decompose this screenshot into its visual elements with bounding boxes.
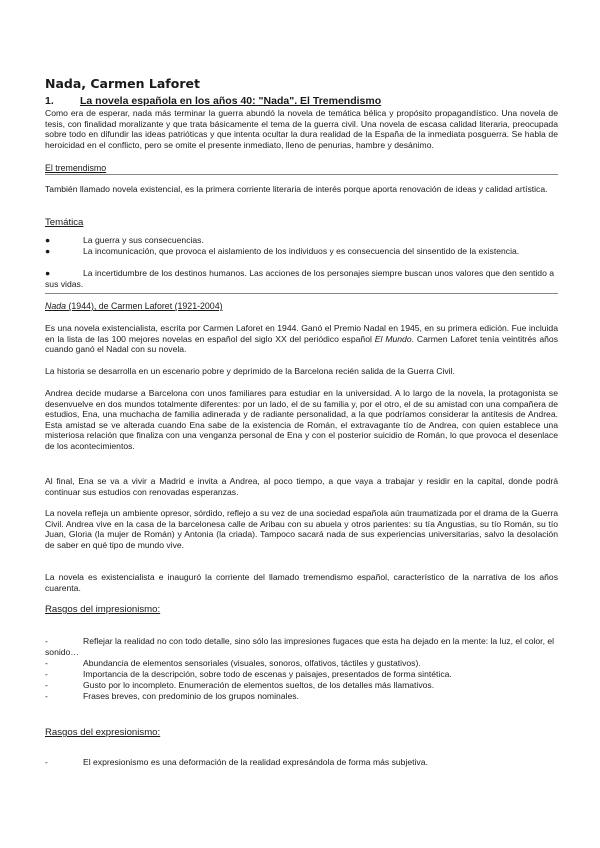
- list-item-text: La guerra y sus consecuencias.: [83, 235, 204, 245]
- bullet-marker: ●: [45, 235, 51, 245]
- nada-p1-text-end: . Carmen Laforet tenía veintitrés años cuando ganó el Nadal con su novela.: [45, 333, 558, 355]
- nada-paragraph-3: Andrea decide mudarse a Barcelona con unos familiares para estudiar en la universidad. A lo largo de la novela, la protagonista se desenvuelve en dos mundos totalmente diferentes: por un lado, el de su familia y, por el otro, el de su amistad con una compañera de estudios, Ena, una muchacha de familia adinerada y de radiante personalidad, a la que podríamos considerar la antítesis de Andrea. Esta amistad se ve alterada cuando Ena sabe de la existencia de Román, el extravagante tío de Andrea, con quien establece una misteriosa relación que finaliza con una venganza personal de Ena y con el posterior suicidio de Román, lo que provoca el desenlace de los acontecimientos.: [45, 388, 558, 451]
- tematica-heading: Temática: [45, 217, 84, 228]
- tremendismo-paragraph: También llamado novela existencial, es la primera corriente literaria de interés porque aporta renovación de ideas y calidad artística.: [45, 184, 548, 194]
- list-item-text: Reflejar la realidad no con todo detalle, sino sólo las impresiones fugaces que esta ha dejado en la mente: la luz, el color, el sonido…: [45, 636, 555, 657]
- nada-paragraph-5: La novela refleja un ambiente opresor, sórdido, reflejo a su vez de una sociedad española aún traumatizada por el drama de la Guerra Civil. Andrea vive en la casa de la barcelonesa calle de Aribau con su abuela y otros parientes: su tía Angustias, su tío Román, su tío Juan, Gloria (la mujer de Román) y Antonia (la criada). Tampoco sacará nada de sus experiencias universitarias, salvo la desolación de saber en qué tipo de mundo vive.: [45, 508, 558, 550]
- nada-heading: [45, 301, 223, 311]
- section-heading-text: La novela española en los años 40: "Nada". El Tremendismo: [80, 95, 382, 107]
- list-item: [45, 246, 558, 257]
- list-item: [45, 669, 558, 680]
- list-item: [45, 268, 558, 289]
- dash-marker: -: [45, 691, 48, 701]
- tremendismo-heading: El tremendismo: [45, 163, 107, 173]
- nada-paragraph-6: La novela es existencialista e inauguró la corriente del llamado tremendismo español, característico de la narrativa de los años cuarenta.: [45, 572, 558, 593]
- list-item-text: El expresionismo es una deformación de la realidad expresándola de forma más subjetiva.: [83, 757, 428, 767]
- list-item-text: Importancia de la descripción, sobre todo de escenas y paisajes, presentados de forma sintética.: [83, 669, 452, 679]
- list-item: [45, 757, 558, 768]
- dash-marker: -: [45, 757, 48, 767]
- list-item: [45, 235, 558, 246]
- nada-paragraph-2: La historia se desarrolla en un escenario pobre y deprimido de la Barcelona recién salida de la Guerra Civil.: [45, 366, 455, 376]
- list-item: [45, 680, 558, 691]
- divider: [45, 174, 558, 175]
- nada-p1-text: Es una novela existencialista, escrita por Carmen Laforet en 1944. Ganó el Premio Nadal en 1945, en su primera edición. Fue incluida en la lista de las 100 mejores novelas en español del siglo XX del periódico español: [45, 323, 558, 344]
- list-item-text: Abundancia de elementos sensoriales (visuales, sonoros, olfativos, táctiles y gustativos).: [83, 658, 421, 668]
- list-item: [45, 691, 558, 702]
- dash-marker: -: [45, 658, 48, 668]
- list-item-text: Frases breves, con predominio de los grupos nominales.: [83, 691, 299, 701]
- bullet-marker: ●: [45, 246, 51, 256]
- expresionismo-heading: Rasgos del expresionismo:: [45, 727, 161, 738]
- list-item-text: La incomunicación, que provoca el aislamiento de los individuos y es consecuencia del sinsentido de la existencia.: [83, 246, 520, 256]
- bullet-marker: ●: [45, 268, 51, 278]
- dash-marker: -: [45, 636, 48, 646]
- section-1-heading: [45, 95, 381, 107]
- list-item-text: La incertidumbre de los destinos humanos. Las acciones de los personajes siempre buscan unos valores que den sentido a sus vidas.: [45, 268, 555, 289]
- impresionismo-heading: Rasgos del impresionismo:: [45, 604, 161, 615]
- list-item: [45, 658, 558, 669]
- section-number: 1.: [45, 95, 54, 107]
- nada-heading-title: Nada: [45, 301, 67, 311]
- dash-marker: -: [45, 680, 48, 690]
- newspaper-title: El Mundo: [374, 333, 412, 344]
- nada-paragraph-4: Al final, Ena se va a vivir a Madrid e invita a Andrea, al poco tiempo, a que vaya a trabajar y residir en la capital, donde podrá continuar sus estudios con renovadas esperanzas.: [45, 476, 558, 497]
- list-item-text: Gusto por lo incompleto. Enumeración de elementos sueltos, de los detalles más llamativos.: [83, 680, 435, 690]
- list-item: [45, 636, 558, 657]
- nada-paragraph-1: [45, 323, 558, 355]
- intro-paragraph: Como era de esperar, nada más terminar la guerra abundó la novela de temática bélica y propósito propagandístico. Una novela de tesis, con finalidad moralizante y que trata básicamente el tema de la guerra civil. Una novela de escasa calidad literaria, preocupada sobre todo en difundir las ideas patrióticas y que intenta ocultar la dura realidad de la España de la inmediata posguerra. Se habla de heroicidad en el conflicto, pero se omite el presente inmediato, lleno de penurias, hambre y desánimo.: [45, 108, 558, 150]
- document-title: Nada, Carmen Laforet: [45, 76, 200, 91]
- dash-marker: -: [45, 669, 48, 679]
- divider: [45, 293, 558, 294]
- nada-heading-rest: (1944), de Carmen Laforet (1921-2004): [66, 301, 223, 311]
